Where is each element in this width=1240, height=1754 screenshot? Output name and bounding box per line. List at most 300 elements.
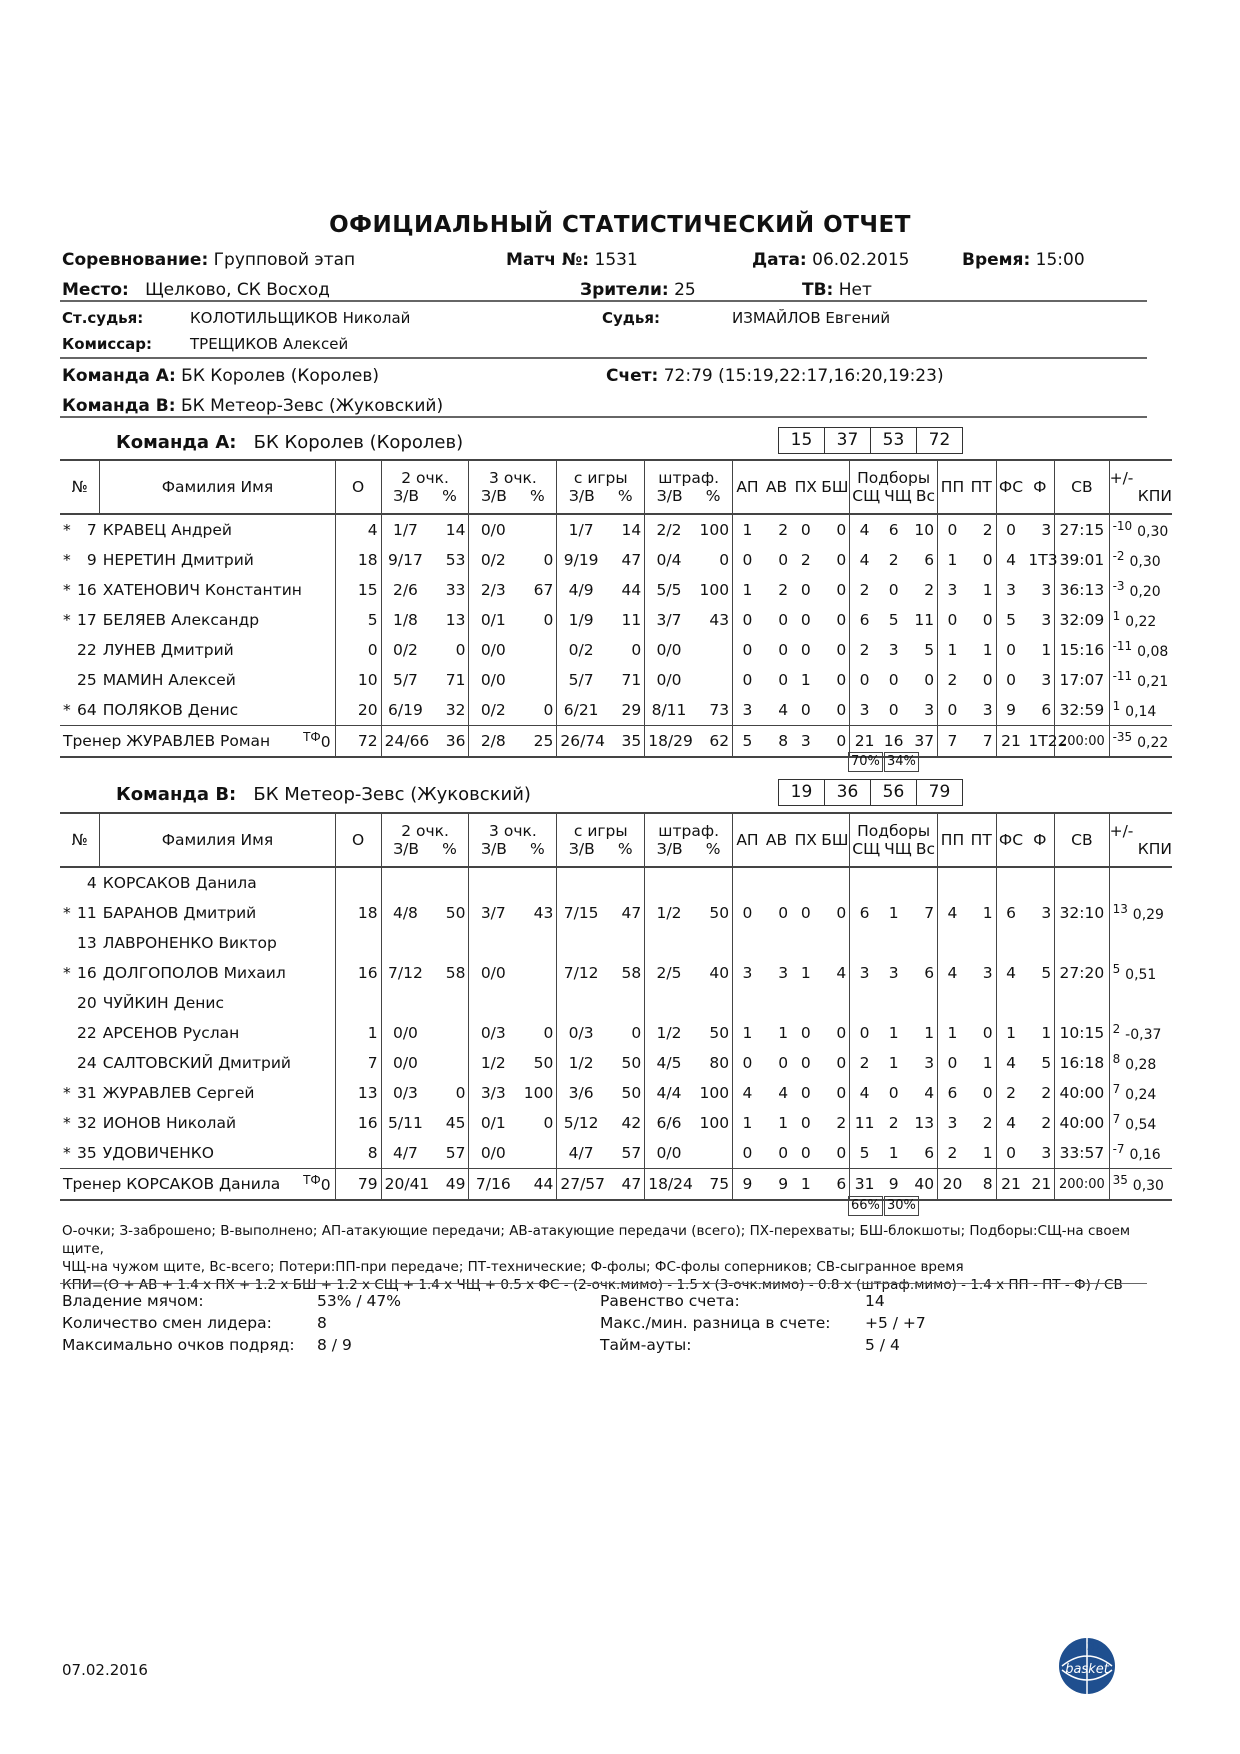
legend-rule [60, 1283, 1147, 1284]
player-no: 16 [77, 581, 97, 599]
ft-pct: 50 [709, 904, 730, 922]
date-label: Дата: [752, 250, 807, 270]
max-diff-label: Макс./мин. разница в счете: [600, 1314, 831, 1332]
three-made: 3/7 [469, 898, 517, 928]
infobasket-logo [1054, 1626, 1120, 1698]
to-tech [967, 867, 996, 898]
oreb: 4 [850, 514, 879, 545]
three-made: 0/0 [469, 958, 517, 988]
player-no: 64 [77, 701, 97, 719]
ast-all: 1 [778, 1024, 789, 1042]
blk [820, 928, 849, 958]
plus-minus: 7 [1112, 1112, 1121, 1127]
stl [791, 928, 820, 958]
fouls-drawn: 2 [996, 1078, 1025, 1108]
to-tech: 1 [982, 581, 993, 599]
ft-made: 6/6 [645, 1108, 693, 1138]
pm-kpi [1109, 1138, 1172, 1169]
pm-kpi [1109, 695, 1172, 726]
fouls-drawn [996, 928, 1025, 958]
treb: 3 [924, 701, 935, 719]
pts: 0 [335, 635, 381, 665]
player-no: 4 [86, 874, 97, 892]
fouls-drawn: 4 [996, 545, 1025, 575]
minutes: 27:15 [1055, 514, 1109, 545]
treb: 13 [914, 1114, 935, 1132]
two-made: 2/6 [381, 575, 429, 605]
ft-pct [693, 867, 733, 898]
to-pass: 3 [938, 1108, 967, 1138]
quarter-score: 15 [779, 428, 825, 453]
oreb: 0 [850, 1018, 879, 1048]
team-total-row [60, 1169, 1172, 1201]
player-row [60, 514, 1172, 545]
to-tech: 3 [982, 701, 993, 719]
stl: 0 [800, 904, 811, 922]
ast [733, 988, 762, 1018]
to-tech: 1 [982, 1144, 993, 1162]
total-blk: 0 [820, 726, 849, 758]
total-ft: 18/29 [645, 726, 693, 758]
col-made-att: З/В [481, 840, 507, 858]
player-row [60, 1078, 1172, 1108]
treb [908, 988, 937, 1018]
place-label: Место: [62, 280, 129, 300]
stl: 0 [800, 641, 811, 659]
ft-pct [693, 665, 733, 695]
col-made-att: З/В [481, 487, 507, 505]
fg-made: 9/19 [557, 545, 605, 575]
col-reb-label: Подборы [857, 469, 931, 487]
three-pct [517, 1138, 557, 1169]
to-tech [967, 988, 996, 1018]
total-fd: 21 [996, 726, 1025, 758]
legend-line: КПИ=(О + АВ + 1.4 x ПХ + 1.2 x БШ + 1.2 x СЩ + 1.4 x ЧЩ + 0.5 x ФС - (2-очк.мимо) - 1.5 x (3-очк.мимо) - 0.8 x (штраф.мимо) - 1.4 x ПП - ПТ - Ф) / СВ [62, 1277, 1123, 1293]
three-made: 0/0 [469, 665, 517, 695]
dreb: 3 [888, 964, 899, 982]
ast-all: 0 [778, 1144, 789, 1162]
three-pct: 50 [533, 1054, 554, 1072]
three-made: 0/2 [469, 695, 517, 726]
to-pass: 0 [938, 514, 967, 545]
fouls-drawn: 6 [996, 898, 1025, 928]
fouls [1025, 928, 1054, 958]
col-to-pass: ПП [938, 460, 967, 514]
fg-made: 6/21 [557, 695, 605, 726]
col-three [469, 813, 557, 867]
total-blk: 6 [820, 1169, 849, 1201]
ft-made: 4/4 [645, 1078, 693, 1108]
fouls: 1Т3 [1028, 551, 1058, 569]
player-number [60, 635, 100, 665]
two-pct: 57 [445, 1144, 466, 1162]
fouls [1025, 867, 1054, 898]
minutes: 36:13 [1055, 575, 1109, 605]
treb: 6 [924, 551, 935, 569]
team-a-dreb-pct: 34% [884, 752, 919, 772]
blk: 0 [836, 1144, 847, 1162]
fouls: 6 [1041, 701, 1052, 719]
stl: 0 [800, 1084, 811, 1102]
ast-all: 3 [778, 964, 789, 982]
fg-pct: 47 [621, 904, 642, 922]
fg-made: 7/15 [557, 898, 605, 928]
ft-made: 2/5 [645, 958, 693, 988]
team-b-stats-table [60, 812, 1172, 1201]
stl: 0 [800, 611, 811, 629]
two-made: 7/12 [381, 958, 429, 988]
three-pct: 0 [543, 611, 554, 629]
competition-value: Групповой этап [213, 250, 356, 270]
match-value: 1531 [594, 250, 638, 270]
two-pct [429, 988, 469, 1018]
three-made [469, 988, 517, 1018]
lead-changes-label: Количество смен лидера: [62, 1314, 272, 1332]
dreb: 0 [888, 671, 899, 689]
pm-kpi [1109, 635, 1172, 665]
coach-name: ЖУРАВЛЕВ Роман [126, 732, 271, 750]
player-no: 11 [77, 904, 97, 922]
col-made-att: З/В [568, 487, 595, 505]
total-three-pct: 44 [517, 1169, 557, 1201]
col-treb: Вс [915, 840, 935, 858]
kpi: 0,14 [1125, 704, 1157, 721]
match-label: Матч №: [506, 250, 590, 270]
player-row [60, 1138, 1172, 1169]
team-b-label: Команда В: [62, 396, 176, 416]
stl: 0 [800, 1054, 811, 1072]
plus-minus: 13 [1112, 902, 1128, 917]
two-pct [429, 1048, 469, 1078]
ast: 3 [733, 695, 762, 726]
to-pass: 0 [938, 1048, 967, 1078]
total-kpi: 0,22 [1137, 735, 1169, 752]
col-fg [557, 460, 645, 514]
timeouts-value: 5 / 4 [865, 1336, 900, 1354]
max-run-value: 8 / 9 [317, 1336, 352, 1354]
pts: 7 [335, 1048, 381, 1078]
col-pm-kpi [1109, 813, 1172, 867]
col-fd: ФС [996, 460, 1025, 514]
fg-pct: 29 [621, 701, 642, 719]
to-pass: 0 [938, 605, 967, 635]
player-no: 13 [77, 934, 97, 952]
pm-kpi [1109, 575, 1172, 605]
player-row [60, 928, 1172, 958]
col-ft [645, 460, 733, 514]
fg-pct [605, 867, 645, 898]
plus-minus: 2 [1112, 1022, 1121, 1037]
kpi: 0,08 [1137, 644, 1169, 661]
pm-kpi [1109, 1108, 1172, 1138]
pts: 10 [335, 665, 381, 695]
ast: 1 [733, 1108, 762, 1138]
treb [908, 928, 937, 958]
dreb: 6 [888, 521, 899, 539]
fg-made: 4/7 [557, 1138, 605, 1169]
kpi: 0,51 [1125, 967, 1157, 984]
oreb [850, 928, 879, 958]
three-pct: 0 [543, 551, 554, 569]
minutes: 40:00 [1055, 1078, 1109, 1108]
starter-mark: * [63, 551, 71, 569]
fouls-drawn: 0 [996, 514, 1025, 545]
ast-all: 0 [778, 611, 789, 629]
two-made: 5/7 [381, 665, 429, 695]
three-made: 0/1 [469, 1108, 517, 1138]
three-made: 0/0 [469, 635, 517, 665]
three-made [469, 867, 517, 898]
two-made: 0/0 [381, 1018, 429, 1048]
player-number [60, 1018, 100, 1048]
pts: 16 [335, 1108, 381, 1138]
ft-pct: 100 [699, 521, 730, 539]
total-pts: 72 [335, 726, 381, 758]
player-row [60, 988, 1172, 1018]
oreb: 5 [850, 1138, 879, 1169]
kpi: 0,54 [1125, 1117, 1157, 1134]
col-made-att: З/В [656, 840, 683, 858]
ft-pct: 43 [709, 611, 730, 629]
player-name: ЛУНЕВ Дмитрий [102, 641, 234, 659]
to-pass: 3 [938, 575, 967, 605]
ast: 0 [733, 898, 762, 928]
col-kpi: КПИ [1137, 840, 1172, 858]
two-pct [429, 867, 469, 898]
player-row [60, 695, 1172, 726]
pts: 16 [335, 958, 381, 988]
total-ft-pct: 62 [693, 726, 733, 758]
col-name: Фамилия Имя [100, 813, 335, 867]
kpi: -0,37 [1125, 1027, 1162, 1044]
player-row [60, 575, 1172, 605]
plus-minus: -11 [1112, 639, 1133, 654]
total-two-pct: 49 [429, 1169, 469, 1201]
player-name: НЕРЕТИН Дмитрий [102, 551, 254, 569]
three-made: 3/3 [469, 1078, 517, 1108]
total-plus-minus: 35 [1112, 1173, 1128, 1188]
ties-label: Равенство счета: [600, 1292, 740, 1310]
possession-label: Владение мячом: [62, 1292, 204, 1310]
team-b-value: БК Метеор-Зевс (Жуковский) [180, 396, 444, 416]
total-pf: 21 [1025, 1169, 1054, 1201]
two-made [381, 867, 429, 898]
pts [335, 867, 381, 898]
treb: 3 [924, 1054, 935, 1072]
to-pass: 0 [938, 695, 967, 726]
player-row [60, 545, 1172, 575]
tv-row [802, 280, 872, 300]
commissioner-value: ТРЕЩИКОВ Алексей [190, 335, 349, 353]
to-tech: 0 [982, 551, 993, 569]
fouls: 3 [1041, 671, 1052, 689]
player-no: 25 [77, 671, 97, 689]
ast-all [762, 867, 791, 898]
player-number [60, 665, 100, 695]
to-pass: 1 [938, 545, 967, 575]
team-b-oreb-pct: 66% [848, 1196, 883, 1216]
timeouts-label: Тайм-ауты: [600, 1336, 692, 1354]
ref-label: Судья: [602, 309, 661, 327]
two-made: 0/0 [381, 1048, 429, 1078]
fouls: 5 [1041, 964, 1052, 982]
two-pct: 50 [445, 904, 466, 922]
col-pm-kpi [1109, 460, 1172, 514]
kpi: 0,21 [1137, 674, 1169, 691]
col-no: № [60, 813, 100, 867]
total-three: 7/16 [469, 1169, 517, 1201]
three-made: 0/1 [469, 605, 517, 635]
player-number [60, 1048, 100, 1078]
quarter-score: 72 [928, 430, 951, 450]
chief-ref-row [62, 309, 143, 327]
ft-made: 8/11 [645, 695, 693, 726]
total-to-tech: 8 [967, 1169, 996, 1201]
col-made-att: З/В [393, 840, 419, 858]
total-to-tech: 7 [967, 726, 996, 758]
total-treb: 40 [908, 1169, 937, 1201]
stl [791, 988, 820, 1018]
to-tech: 3 [982, 964, 993, 982]
player-no: 24 [77, 1054, 97, 1072]
minutes [1055, 928, 1109, 958]
col-dreb: ЧЩ [884, 487, 912, 505]
ast: 3 [733, 958, 762, 988]
blk: 0 [836, 581, 847, 599]
fg-pct: 58 [621, 964, 642, 982]
summary-right [600, 1290, 926, 1356]
plus-minus: 5 [1112, 962, 1121, 977]
col-pct: % [705, 487, 721, 505]
three-pct [517, 635, 557, 665]
total-ft-pct: 75 [693, 1169, 733, 1201]
dreb: 1 [888, 1054, 899, 1072]
fg-pct: 0 [631, 1024, 642, 1042]
starter-mark: * [63, 521, 71, 539]
treb: 11 [914, 611, 935, 629]
ft-pct: 100 [699, 581, 730, 599]
three-pct [517, 867, 557, 898]
minutes: 10:15 [1055, 1018, 1109, 1048]
commissioner-label: Комиссар: [62, 335, 152, 353]
player-number [60, 928, 100, 958]
fg-pct [605, 928, 645, 958]
dreb: 2 [888, 1114, 899, 1132]
player-row [60, 867, 1172, 898]
player-number [60, 545, 100, 575]
player-name: УДОВИЧЕНКО [102, 1144, 215, 1162]
col-blk: БШ [820, 813, 849, 867]
three-pct [517, 665, 557, 695]
stl: 0 [800, 1114, 811, 1132]
pts [335, 988, 381, 1018]
col-ast: АП [733, 813, 762, 867]
starter-mark: * [63, 1084, 71, 1102]
player-no: 35 [77, 1144, 97, 1162]
ft-made [645, 988, 693, 1018]
fg-made: 1/2 [557, 1048, 605, 1078]
col-fg-label: с игры [573, 822, 628, 840]
fg-pct: 50 [621, 1084, 642, 1102]
ft-made: 3/7 [645, 605, 693, 635]
player-no: 17 [77, 611, 97, 629]
col-two [381, 460, 469, 514]
ast: 0 [733, 605, 762, 635]
to-tech: 1 [982, 904, 993, 922]
pm-kpi [1109, 1048, 1172, 1078]
chief-ref-value: КОЛОТИЛЬЩИКОВ Николай [190, 309, 411, 327]
minutes: 39:01 [1055, 545, 1109, 575]
ast-all: 0 [778, 641, 789, 659]
fg-made: 5/7 [557, 665, 605, 695]
ft-made: 5/5 [645, 575, 693, 605]
pm-kpi [1109, 605, 1172, 635]
team-total-row [60, 726, 1172, 758]
oreb: 2 [850, 575, 879, 605]
ast: 4 [733, 1078, 762, 1108]
player-number [60, 988, 100, 1018]
col-pts: О [335, 813, 381, 867]
fouls: 3 [1041, 521, 1052, 539]
fouls-drawn: 0 [996, 665, 1025, 695]
fouls: 2 [1041, 1084, 1052, 1102]
treb: 7 [924, 904, 935, 922]
blk: 0 [836, 551, 847, 569]
total-to-pass: 20 [938, 1169, 967, 1201]
treb: 1 [924, 1024, 935, 1042]
ft-pct: 100 [699, 1084, 730, 1102]
col-dreb: ЧЩ [884, 840, 912, 858]
spectators-row [580, 280, 696, 300]
three-pct [517, 514, 557, 545]
total-two-pct: 36 [429, 726, 469, 758]
ft-made [645, 928, 693, 958]
logo-text-info: info [1074, 1639, 1100, 1654]
player-row [60, 958, 1172, 988]
player-no: 22 [77, 641, 97, 659]
minutes: 33:57 [1055, 1138, 1109, 1169]
blk: 0 [836, 1054, 847, 1072]
kpi: 0,16 [1129, 1147, 1161, 1164]
starter-mark: * [63, 611, 71, 629]
three-pct [517, 928, 557, 958]
player-row [60, 605, 1172, 635]
score-label: Счет: [606, 366, 659, 386]
stl: 0 [800, 1024, 811, 1042]
blk: 0 [836, 1084, 847, 1102]
total-kpi: 0,30 [1132, 1178, 1164, 1195]
three-made: 0/2 [469, 545, 517, 575]
total-three: 2/8 [469, 726, 517, 758]
player-name: БАРАНОВ Дмитрий [102, 904, 257, 922]
max-run-label: Максимально очков подряд: [62, 1336, 295, 1354]
player-name: ЛАВРОНЕНКО Виктор [102, 934, 277, 952]
stl [791, 867, 820, 898]
three-pct: 0 [543, 1114, 554, 1132]
starter-mark: * [63, 904, 71, 922]
col-to-tech: ПТ [967, 813, 996, 867]
total-treb: 37 [908, 726, 937, 758]
quarter-score: 37 [825, 428, 871, 453]
ft-made: 0/4 [645, 545, 693, 575]
col-ft-label: штраф. [658, 822, 719, 840]
dreb [879, 867, 908, 898]
pts: 15 [335, 575, 381, 605]
col-fd: ФС [996, 813, 1025, 867]
two-made [381, 928, 429, 958]
player-no: 16 [77, 964, 97, 982]
date-value: 06.02.2015 [812, 250, 910, 270]
